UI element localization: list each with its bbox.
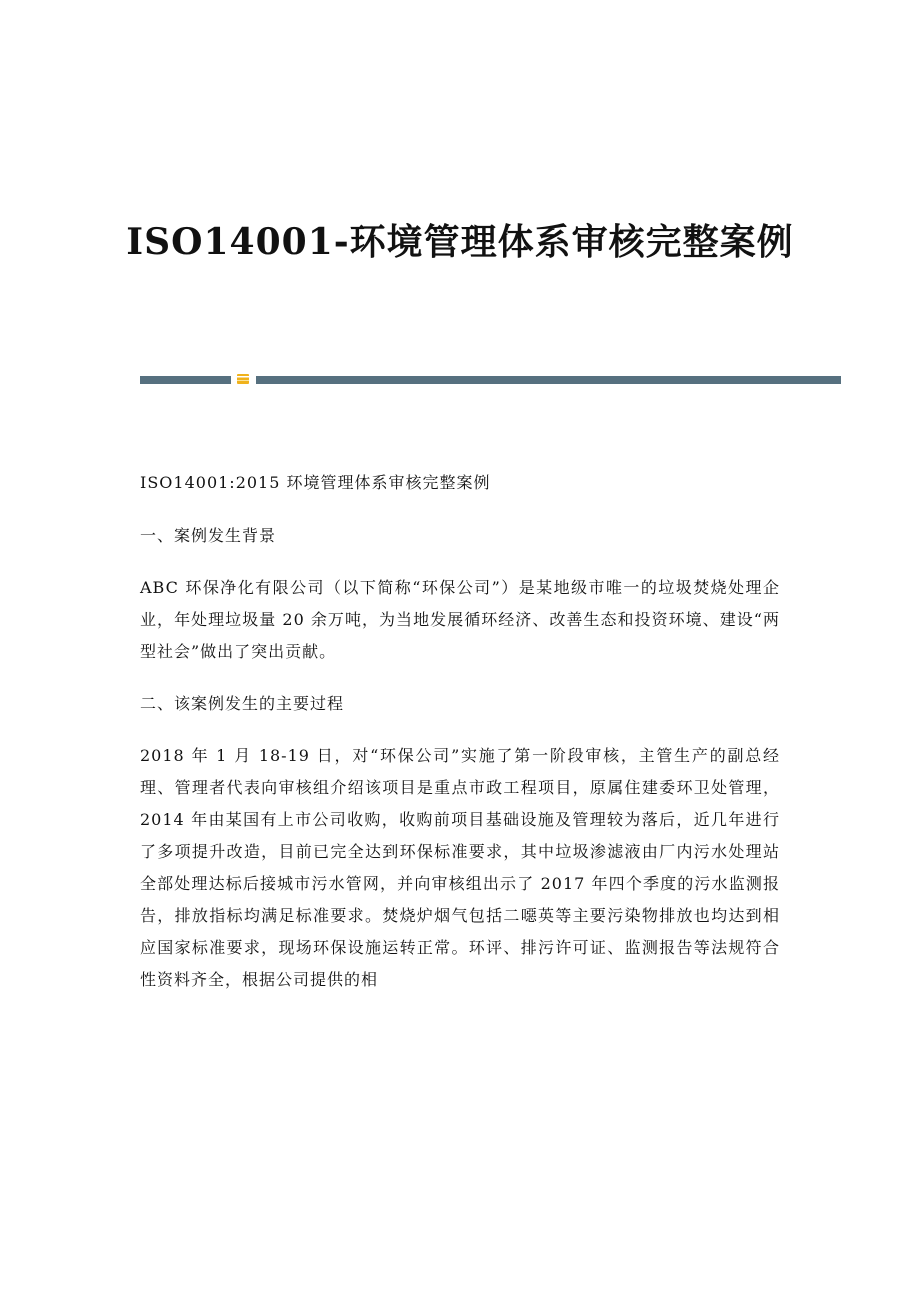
section-1-heading: 一、案例发生背景	[140, 526, 277, 545]
title-divider	[140, 373, 841, 385]
document-body	[140, 467, 780, 1016]
document-title: ISO14001-环境管理体系审核完整案例	[126, 221, 794, 263]
document-subtitle: ISO14001:2015 环境管理体系审核完整案例	[140, 473, 491, 492]
section-2-paragraph: 2018 年 1 月 18-19 日，对“环保公司”实施了第一阶段审核，主管生产的副总经理、管理者代表向审核组介绍该项目是重点市政工程项目，原属住建委环卫处管理，2014 年由某国有上市公司收购，收购前项目基础设施及管理较为落后，近几年进行了多项提升改造，目前已完全达到环保标准要求，其中垃圾渗滤液由厂内污水处理站全部处理达标后接城市污水管网，并向审核组出示了 2017 年四个季度的污水监测报告，排放指标均满足标准要求。焚烧炉烟气包括二噁英等主要污染物排放也均达到相应国家标准要求，现场环保设施运转正常。环评、排污许可证、监测报告等法规符合性资料齐全，根据公司提供的相	[140, 746, 780, 989]
divider-bar-right	[256, 376, 841, 384]
section-2-heading: 二、该案例发生的主要过程	[140, 694, 345, 713]
divider-emblem-icon	[236, 373, 250, 385]
section-1-paragraph: ABC 环保净化有限公司（以下简称“环保公司”）是某地级市唯一的垃圾焚烧处理企业，年处理垃圾量 20 余万吨，为当地发展循环经济、改善生态和投资环境、建设“两型社会”做出了突出贡献。	[140, 578, 780, 661]
divider-bar-left	[140, 376, 231, 384]
